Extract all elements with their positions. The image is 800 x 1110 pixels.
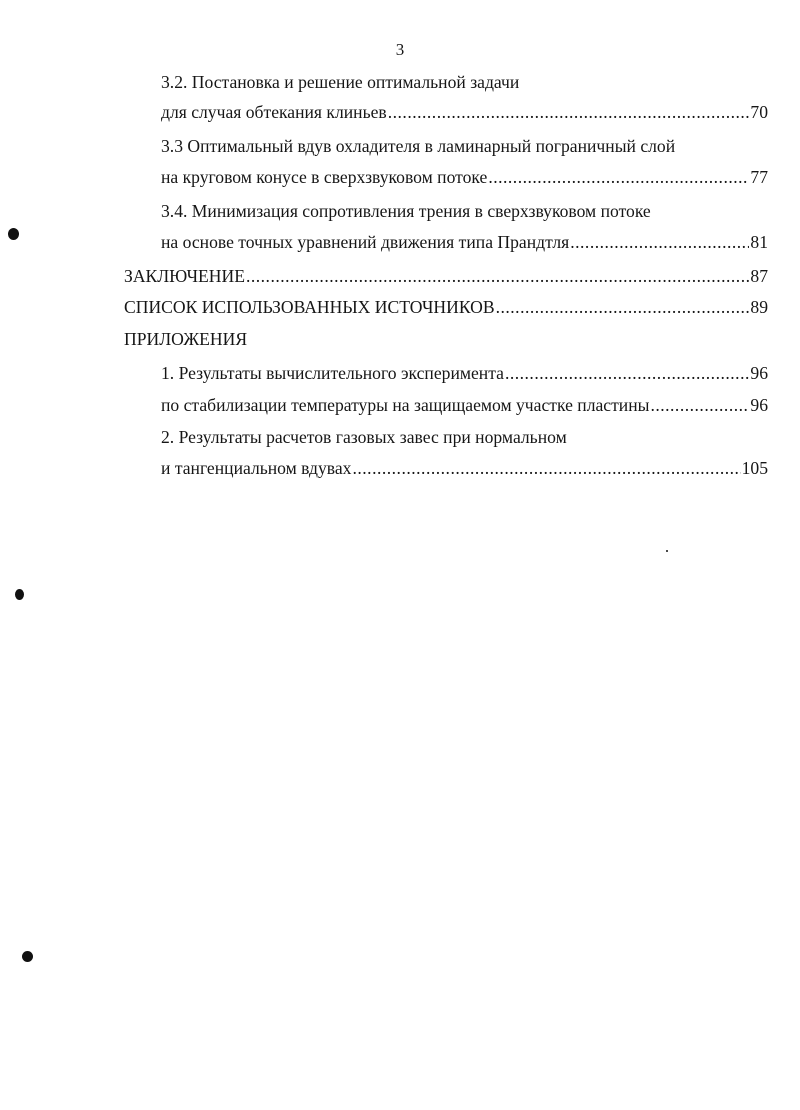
toc-leader-dots — [650, 391, 749, 419]
toc-item-text: на круговом конусе в сверхзвуковом потоке — [161, 167, 488, 187]
scan-speck — [8, 228, 19, 240]
toc-page-number: 87 — [750, 266, 768, 286]
toc-page-number: 81 — [750, 232, 768, 252]
toc-leader-dots — [388, 98, 750, 126]
toc-row-appendix-1[interactable] — [161, 359, 768, 387]
toc-item-3-2-title: 3.2. Постановка и решение оптимальной задачи — [161, 72, 520, 92]
toc-page-number: 96 — [750, 395, 768, 415]
toc-leader-dots — [488, 163, 749, 191]
toc-leader-dots — [505, 359, 749, 387]
scan-speck — [22, 951, 33, 962]
toc-row-appendix-1-cont[interactable] — [161, 391, 768, 419]
toc-item-text: на основе точных уравнений движения типа Прандтля — [161, 232, 570, 252]
toc-item-text: 1. Результаты вычислительного эксперимента — [161, 363, 504, 383]
toc-leader-dots — [570, 228, 749, 256]
toc-leader-dots — [246, 262, 749, 290]
toc-item-3-4-title: 3.4. Минимизация сопротивления трения в сверхзвуковом потоке — [161, 201, 651, 221]
toc-item-appendix-2-title: 2. Результаты расчетов газовых завес при нормальном — [161, 427, 567, 447]
toc-leader-dots — [496, 293, 750, 321]
toc-item-text: по стабилизации температуры на защищаемом участке пластины — [161, 395, 650, 415]
scan-speck — [15, 589, 24, 600]
toc-item-text: ЗАКЛЮЧЕНИЕ — [124, 266, 245, 286]
toc-page-number: 96 — [750, 363, 768, 383]
toc-page-number: 89 — [750, 297, 768, 317]
toc-page-number: 77 — [750, 167, 768, 187]
toc-leader-dots — [352, 454, 740, 482]
scan-speck — [666, 550, 668, 552]
toc-row-conclusion[interactable] — [124, 262, 768, 290]
toc-item-3-3-title: 3.3 Оптимальный вдув охладителя в ламинарный пограничный слой — [161, 136, 676, 156]
toc-row-3-2[interactable] — [161, 98, 768, 126]
toc-item-text: СПИСОК ИСПОЛЬЗОВАННЫХ ИСТОЧНИКОВ — [124, 297, 495, 317]
toc-page-number: 70 — [750, 102, 768, 122]
toc-appendices-heading: ПРИЛОЖЕНИЯ — [124, 329, 248, 349]
toc-item-text: и тангенциальном вдувах — [161, 458, 352, 478]
toc-row-3-4[interactable] — [161, 228, 768, 256]
toc-page-number: 105 — [741, 458, 768, 478]
toc-row-appendix-2[interactable] — [161, 454, 768, 482]
toc-row-sources[interactable] — [124, 293, 768, 321]
toc-item-text: для случая обтекания клиньев — [161, 102, 387, 122]
toc-row-3-3[interactable] — [161, 163, 768, 191]
page-number: 3 — [395, 40, 405, 59]
